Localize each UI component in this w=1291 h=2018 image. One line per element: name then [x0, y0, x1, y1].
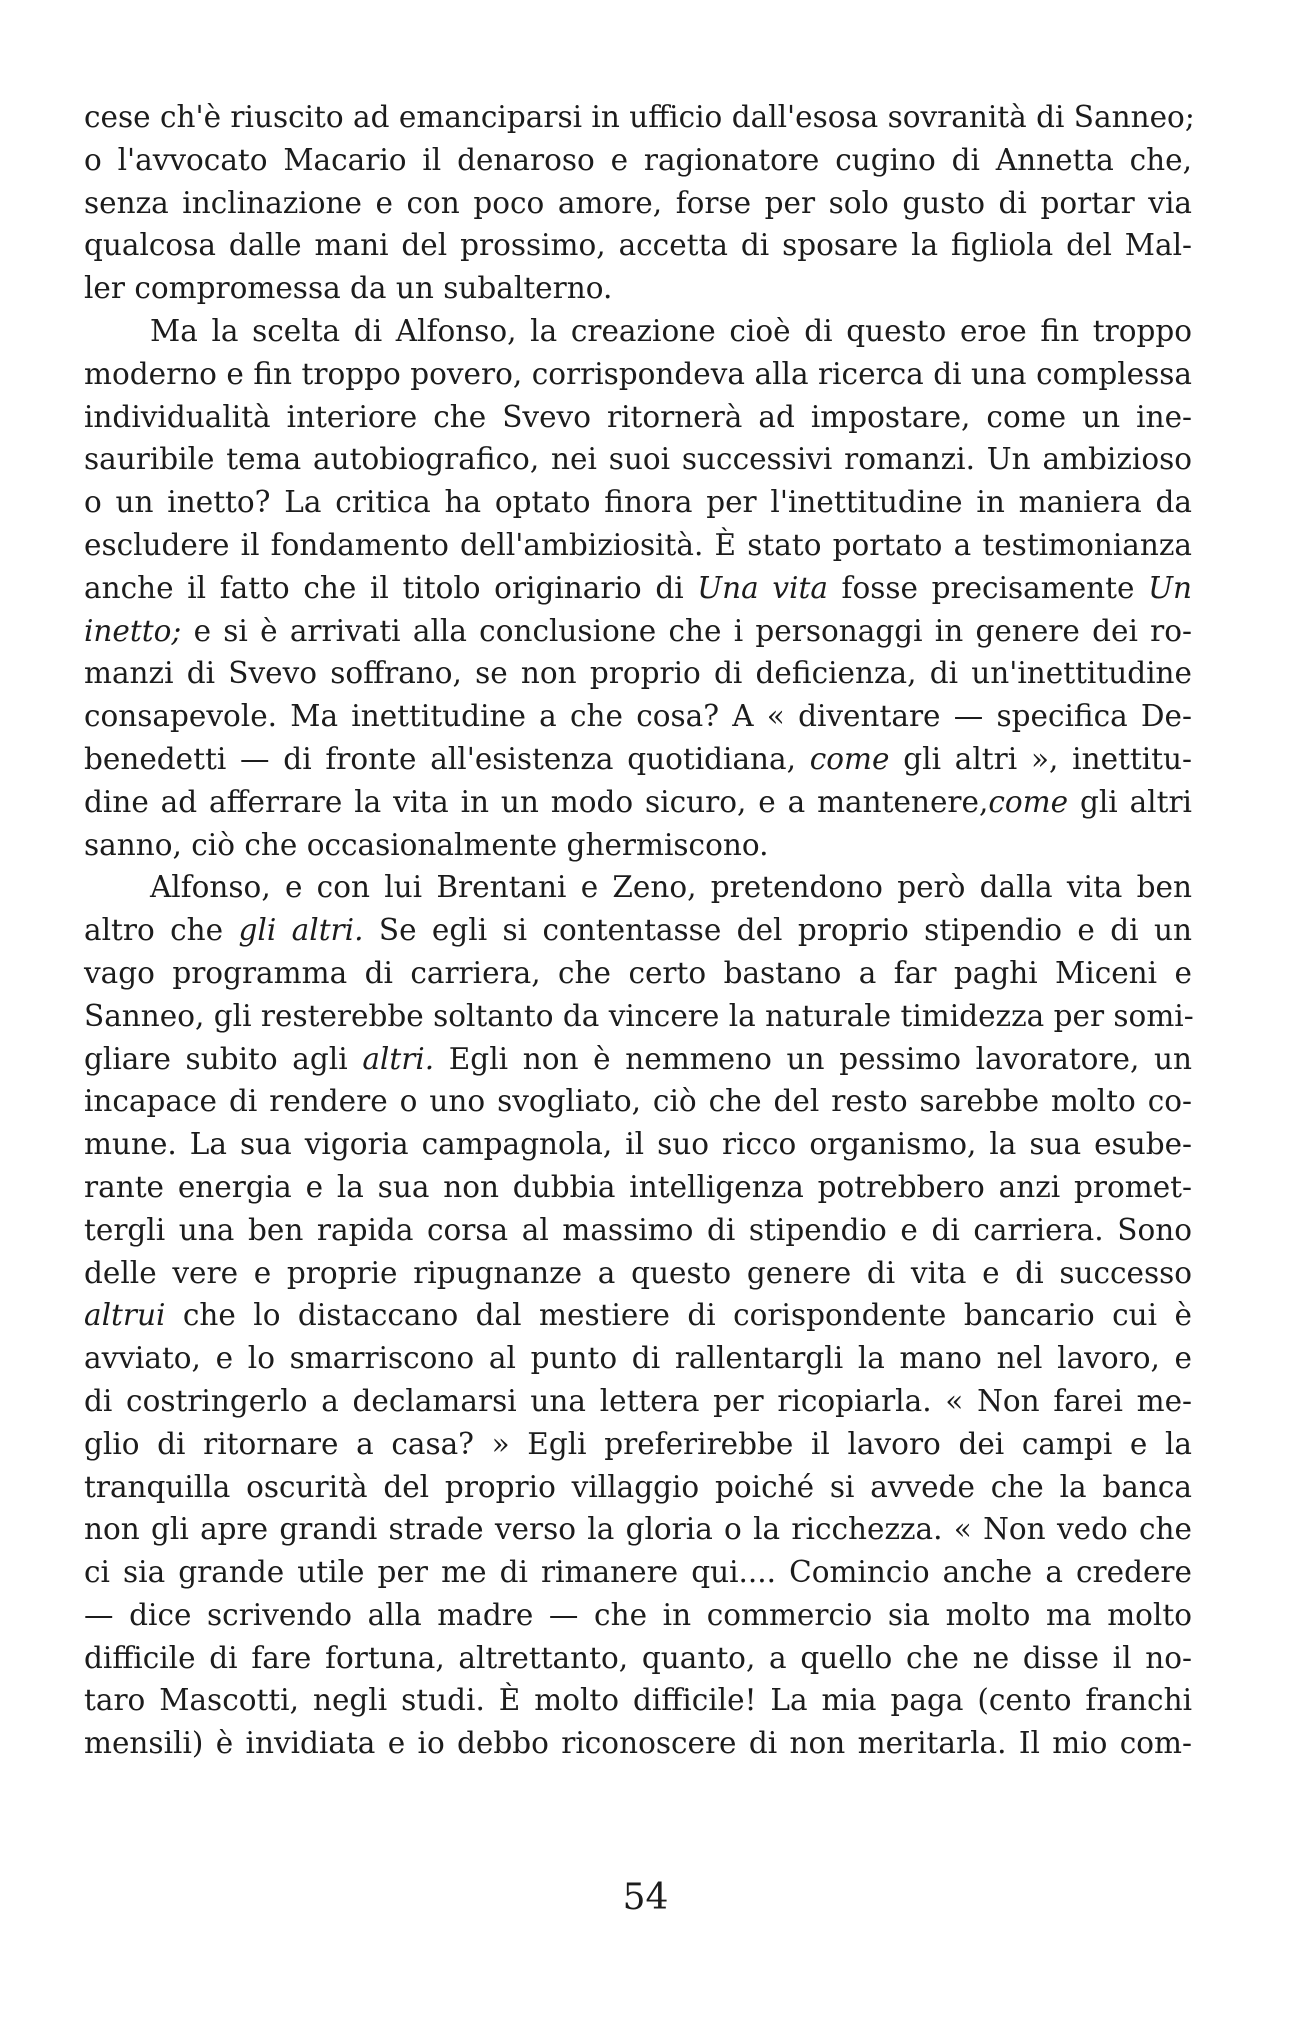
- line-segment: Egli non è nemmeno un pessimo lavoratore, un: [434, 1041, 1193, 1076]
- text-line: rante energia e la sua non dubbia intelligenza potrebbero anzi promet-: [84, 1169, 1192, 1204]
- text-line: non gli apre grandi strade verso la gloria o la ricchezza. « Non vedo che: [84, 1512, 1192, 1547]
- line-segment: e si è arrivati alla conclusione che i personaggi in genere dei ro-: [181, 613, 1192, 648]
- line-segment: gliare subito agli: [84, 1041, 363, 1076]
- text-line: sauribile tema autobiografico, nei suoi successivi romanzi. Un ambizioso: [84, 442, 1192, 477]
- text-line: [84, 567, 1192, 610]
- italic-word: come: [809, 741, 890, 776]
- text-line: glio di ritornare a casa? » Egli preferirebbe il lavoro dei campi e la: [84, 1426, 1192, 1461]
- text-line: vago programma di carriera, che certo bastano a far paghi Miceni e: [84, 955, 1192, 990]
- paragraph-start-line: Alfonso, e con lui Brentani e Zeno, pretendono però dalla vita ben: [150, 870, 1192, 905]
- text-line: cese ch'è riuscito ad emanciparsi in ufficio dall'esosa sovranità di Sanneo;: [84, 100, 1195, 134]
- text-line: individualità interiore che Svevo ritornerà ad impostare, come un ine-: [84, 399, 1192, 434]
- line-segment: benedetti — di fronte all'esistenza quotidiana,: [84, 741, 810, 776]
- text-line: [84, 781, 1192, 824]
- text-line: [84, 909, 1192, 952]
- text-line: Sanneo, gli resterebbe soltanto da vincere la naturale timidezza per somi-: [84, 998, 1194, 1033]
- italic-word: altrui: [84, 1298, 166, 1333]
- text-line: o l'avvocato Macario il denaroso e ragionatore cugino di Annetta che,: [84, 142, 1192, 177]
- italic-word: come: [988, 784, 1069, 819]
- text-line: senza inclinazione e con poco amore, forse per solo gusto di portar via: [84, 185, 1192, 220]
- line-segment: Se egli si contentasse del proprio stipendio e di un: [363, 913, 1192, 948]
- italic-title: Un: [1148, 570, 1192, 605]
- text-line: mensili) è invidiata e io debbo riconoscere di non meritarla. Il mio com-: [84, 1726, 1192, 1761]
- text-line: consapevole. Ma inettitudine a che cosa? A « diventare — specifica De-: [84, 699, 1192, 734]
- text-line: ci sia grande utile per me di rimanere qui.... Comincio anche a credere: [84, 1555, 1192, 1590]
- text-line: incapace di rendere o uno svogliato, ciò che del resto sarebbe molto co-: [84, 1084, 1192, 1119]
- line-segment: fosse precisamente: [827, 570, 1149, 605]
- paragraph-start-line: Ma la scelta di Alfonso, la creazione cioè di questo eroe fin troppo: [150, 313, 1192, 348]
- text-line: qualcosa dalle mani del prossimo, accetta di sposare la figliola del Mal-: [84, 228, 1192, 263]
- text-line: tergli una ben rapida corsa al massimo di stipendio e di carriera. Sono: [84, 1212, 1192, 1247]
- text-line: delle vere e proprie ripugnanze a questo genere di vita e di successo: [84, 1255, 1192, 1290]
- text-line: taro Mascotti, negli studi. È molto difficile! La mia paga (cento franchi: [84, 1683, 1192, 1718]
- line-segment: dine ad afferrare la vita in un modo sicuro, e a mantenere,: [84, 784, 989, 819]
- line-segment: gli altri: [1068, 784, 1192, 819]
- italic-title: inetto;: [84, 613, 182, 648]
- text-line: moderno e fin troppo povero, corrispondeva alla ricerca di una complessa: [84, 356, 1192, 391]
- text-line: ler compromessa da un subalterno.: [84, 271, 613, 306]
- text-line: o un inetto? La critica ha optato finora per l'inettitudine in maniera da: [84, 485, 1192, 520]
- text-line: [84, 1294, 1192, 1337]
- page-number: 54: [622, 1877, 669, 1918]
- text-line: manzi di Svevo soffrano, se non proprio di deficienza, di un'inettitudine: [84, 656, 1192, 691]
- italic-word: altri.: [362, 1041, 435, 1076]
- text-line: — dice scrivendo alla madre — che in commercio sia molto ma molto: [84, 1597, 1192, 1632]
- text-line: avviato, e lo smarriscono al punto di rallentargli la mano nel lavoro, e: [84, 1341, 1192, 1376]
- line-segment: anche il fatto che il titolo originario di: [84, 570, 698, 605]
- text-line: tranquilla oscurità del proprio villaggio poiché si avvede che la banca: [84, 1469, 1192, 1504]
- text-line: [84, 610, 1192, 653]
- text-line: di costringerlo a declamarsi una lettera per ricopiarla. « Non farei me-: [84, 1383, 1192, 1418]
- text-line: difficile di fare fortuna, altrettanto, quanto, a quello che ne disse il no-: [84, 1640, 1192, 1675]
- text-line: mune. La sua vigoria campagnola, il suo ricco organismo, la sua esube-: [84, 1127, 1192, 1162]
- line-segment: che lo distaccano dal mestiere di corispondente bancario cui è: [165, 1298, 1192, 1333]
- italic-word: gli altri.: [238, 913, 364, 948]
- text-line: escludere il fondamento dell'ambiziosità. È stato portato a testimonianza: [84, 527, 1192, 562]
- text-line: sanno, ciò che occasionalmente ghermiscono.: [84, 827, 769, 862]
- line-segment: altro che: [84, 913, 239, 948]
- italic-title: Una vita: [697, 570, 828, 605]
- text-line: [84, 738, 1192, 781]
- text-line: [84, 1038, 1192, 1081]
- line-segment: gli altri », inettitu-: [889, 741, 1192, 776]
- body-text: [84, 96, 1195, 1765]
